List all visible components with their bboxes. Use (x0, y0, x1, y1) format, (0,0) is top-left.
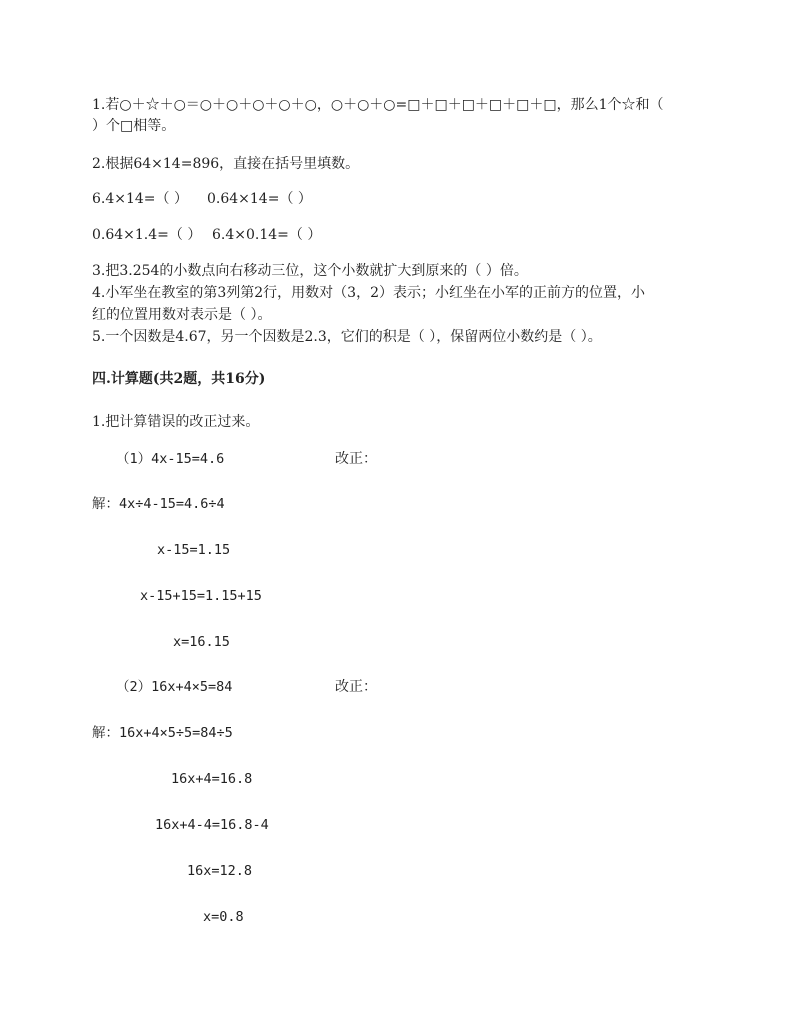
q1-line1: 1.若○＋☆＋○＝○＋○＋○＋○＋○，○＋○＋○=□＋□＋□＋□＋□＋□，那么1个☆和（ (92, 97, 664, 113)
problem1-step2: x-15=1.15 (157, 542, 231, 558)
problem1-correction-label: 改正： (335, 451, 377, 467)
problem2-step2: 16x+4=16.8 (171, 771, 253, 787)
q1-line2: ）个□相等。 (92, 118, 176, 134)
problem1-label: （1）4x-15=4.6 (116, 451, 225, 467)
problem1-step3: x-15+15=1.15+15 (140, 588, 262, 604)
problem2-step5: x=0.8 (203, 909, 244, 925)
problem2-correction-label: 改正： (335, 679, 377, 695)
problem2-solution-line1: 解：16x+4×5÷5=84÷5 (92, 725, 233, 741)
q2-a: 6.4×14=（ ） (92, 191, 188, 207)
q4-line1: 4.小军坐在教室的第3列第2行，用数对（3，2）表示；小红坐在小军的正前方的位置，小 (92, 285, 645, 301)
problem2-step4: 16x=12.8 (187, 863, 253, 879)
q3: 3.把3.254的小数点向右移动三位，这个小数就扩大到原来的（ ）倍。 (92, 263, 528, 279)
section4-q1-intro: 1.把计算错误的改正过来。 (92, 414, 260, 430)
section4-heading: 四.计算题(共2题，共16分) (92, 371, 266, 387)
q2-c: 0.64×1.4=（ ） (92, 227, 202, 243)
q2-b: 0.64×14=（ ） (207, 191, 312, 207)
q5: 5.一个因数是4.67，另一个因数是2.3，它们的积是（ ），保留两位小数约是（ ）。 (92, 329, 602, 345)
q4-line2: 红的位置用数对表示是（ ）。 (92, 307, 272, 323)
q2-d: 6.4×0.14=（ ） (212, 227, 322, 243)
problem1-solution-line1: 解：4x÷4-15=4.6÷4 (92, 496, 225, 512)
problem2-step3: 16x+4-4=16.8-4 (155, 817, 269, 833)
q2-intro: 2.根据64×14=896，直接在括号里填数。 (92, 156, 360, 172)
problem1-step4: x=16.15 (173, 634, 230, 650)
problem2-label: （2）16x+4×5=84 (116, 679, 233, 695)
